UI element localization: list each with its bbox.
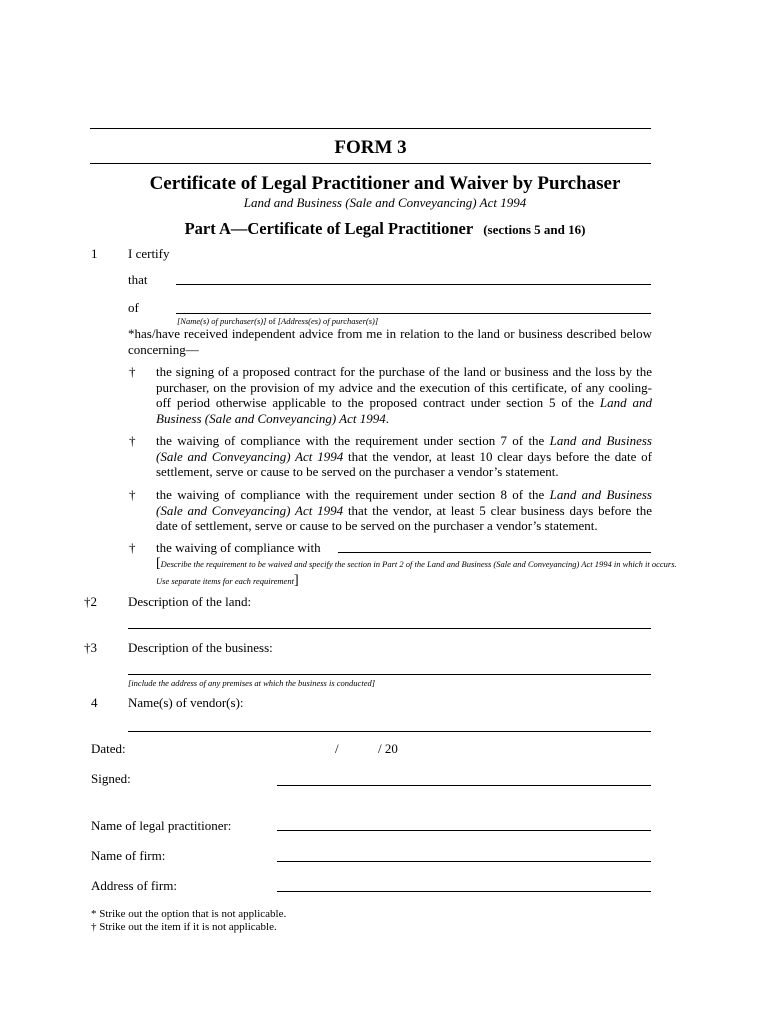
part-a-title: Part A—Certificate of Legal Practitioner [184, 219, 474, 238]
business-description-field[interactable] [128, 674, 651, 675]
waiver-requirement-field[interactable] [338, 552, 651, 553]
signed-label: Signed: [91, 771, 131, 786]
bullet-text: the waiving of compliance with the requirement under section 8 of the [156, 487, 550, 502]
date-year: / 20 [378, 741, 398, 756]
firm-address-label: Address of firm: [91, 878, 177, 893]
act-name: Land and Business (Sale and Conveyancing) Act 1994 [156, 433, 652, 464]
purchaser-hint-of: of [266, 316, 278, 326]
land-description-label: Description of the land: [128, 594, 252, 609]
of-label: of [128, 300, 139, 315]
act-reference: Land and Business (Sale and Conveyancing) Act 1994 [243, 195, 527, 210]
bullet-text-end: . [385, 410, 389, 426]
bullet-section-8 [156, 487, 652, 534]
act-name: Land and Business (Sale and Conveyancing) Act 1994 [156, 395, 652, 426]
act-name: Land and Business (Sale and Conveyancing) Act 1994 [156, 487, 652, 518]
date-separator: / [335, 741, 339, 756]
form-number: FORM 3 [334, 137, 407, 158]
purchaser-hint [177, 316, 378, 326]
vendor-names-label: Name(s) of vendor(s): [128, 695, 244, 710]
bullet-cooling-off [156, 364, 652, 426]
waiving-with-label: the waiving of compliance with [156, 540, 321, 555]
item-1-number: 1 [91, 246, 98, 261]
purchaser-address-hint: [Address(es) of purchaser(s)] [277, 316, 379, 326]
signature-field[interactable] [277, 785, 651, 786]
bullet-section-7 [156, 433, 652, 480]
describe-hint-text: Describe the requirement to be waived and specify the section in Part 2 of the Land and Business (Sale and Conveyancing) Act 1994 in which it occurs. Use separate items for each requirement [156, 559, 677, 586]
dagger-mark: † [129, 487, 136, 502]
bullet-text: the waiving of compliance with the requirement under section 7 of the [156, 433, 550, 448]
purchaser-address-field[interactable] [176, 313, 651, 314]
top-rule [90, 128, 651, 129]
that-label: that [128, 272, 148, 287]
title-rule [90, 163, 651, 164]
dagger-mark: † [129, 433, 136, 448]
part-a-heading [90, 219, 680, 239]
practitioner-name-label: Name of legal practitioner: [91, 818, 232, 833]
dated-label: Dated: [91, 741, 126, 756]
item-2-number: †2 [84, 594, 97, 609]
firm-name-field[interactable] [277, 861, 651, 862]
footnote-asterisk: * Strike out the option that is not applicable. [91, 908, 287, 920]
practitioner-name-field[interactable] [277, 830, 651, 831]
item-3-number: †3 [84, 640, 97, 655]
dagger-mark: † [129, 540, 136, 555]
firm-name-label: Name of firm: [91, 848, 166, 863]
footnote-dagger: † Strike out the item if it is not applicable. [91, 921, 277, 933]
dagger-mark: † [129, 364, 136, 379]
bullet-text-end: that the vendor, at least 5 clear business days before the date of settlement, serve or cause to be served on the purchaser a vendor’s statement. [156, 502, 652, 534]
bullet-text: the signing of a proposed contract for the purchase of the land or business and the loss by the purchaser, on the provision of my advice and the execution of this certificate, of any cooling-off period otherwise applicable to the proposed contract under section 5 of the [156, 364, 652, 411]
form-title: Certificate of Legal Practitioner and Waiver by Purchaser [149, 173, 621, 194]
purchaser-name-field[interactable] [176, 284, 651, 285]
firm-address-field[interactable] [277, 891, 651, 892]
vendor-names-field[interactable] [128, 731, 651, 732]
bullet-text-end: that the vendor, at least 10 clear days before the date of settlement, serve or cause to be served on the purchaser a vendor’s statement. [156, 448, 652, 480]
part-a-sections: (sections 5 and 16) [483, 222, 586, 237]
advice-statement: *has/have received independent advice from me in relation to the land or business described below concerning— [128, 326, 652, 357]
business-address-hint: [include the address of any premises at which the business is conducted] [128, 678, 376, 688]
business-description-label: Description of the business: [128, 640, 273, 655]
i-certify-label: I certify [128, 246, 170, 261]
purchaser-names-hint: [Name(s) of purchaser(s)] [177, 316, 267, 326]
item-4-number: 4 [91, 695, 98, 710]
land-description-field[interactable] [128, 628, 651, 629]
waiver-describe-hint: [Describe the requirement to be waived and specify the section in Part 2 of the Land and Business (Sale and Conveyancing) Act 1994 in which it occurs. Use separate items for each requirement] [156, 556, 677, 588]
